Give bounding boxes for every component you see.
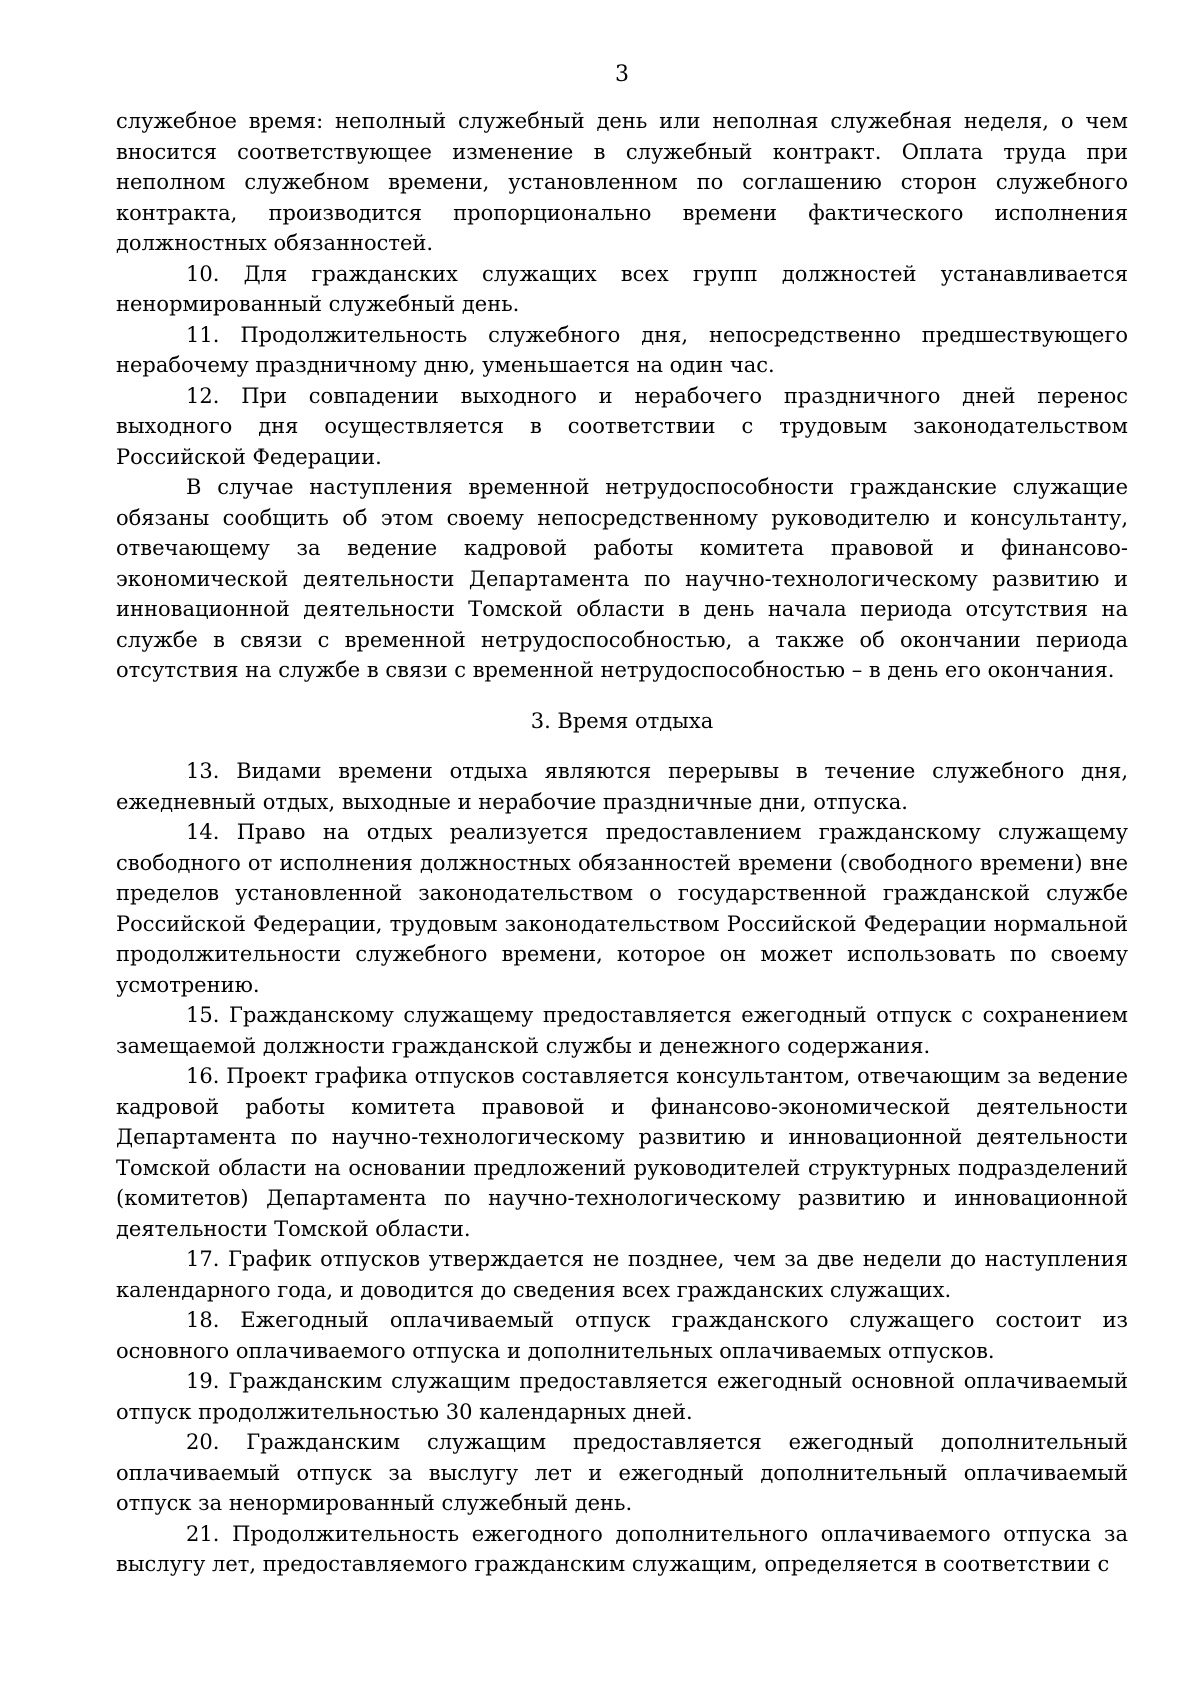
- paragraph: 20. Гражданским служащим предоставляется ежегодный дополнительный оплачиваемый отпуск за выслугу лет и ежегодный дополнительный оплачиваемый отпуск за ненормированный служебный день.: [116, 1430, 1128, 1515]
- paragraph: служебное время: неполный служебный день или неполная служебная неделя, о чем вносится соответствующее изменение в служебный контракт. Оплата труда при неполном служебном времени, установленном по соглашению сторон служебного контракта, производится пропорционально времени фактического исполнения должностных обязанностей.: [116, 109, 1128, 255]
- paragraph: 17. График отпусков утверждается не позднее, чем за две недели до наступления календарного года, и доводится до сведения всех гражданских служащих.: [116, 1247, 1128, 1302]
- paragraph: 15. Гражданскому служащему предоставляется ежегодный отпуск с сохранением замещаемой должности гражданской службы и денежного содержания.: [116, 1003, 1128, 1058]
- paragraph: 19. Гражданским служащим предоставляется ежегодный основной оплачиваемый отпуск продолжительностью 30 календарных дней.: [116, 1369, 1128, 1424]
- paragraphs-bottom: [116, 756, 1128, 1580]
- paragraph: 14. Право на отдых реализуется предоставлением гражданскому служащему свободного от исполнения должностных обязанностей времени (свободного времени) вне пределов установленной законодательством о государственной гражданской службе Российской Федерации, трудовым законодательством Российской Федерации нормальной продолжительности служебного времени, которое он может использовать по своему усмотрению.: [116, 820, 1128, 997]
- paragraph: 18. Ежегодный оплачиваемый отпуск гражданского служащего состоит из основного оплачиваемого отпуска и дополнительных оплачиваемых отпусков.: [116, 1308, 1128, 1363]
- paragraph: 12. При совпадении выходного и нерабочего праздничного дней перенос выходного дня осуществляется в соответствии с трудовым законодательством Российской Федерации.: [116, 383, 1128, 469]
- section-heading: 3. Время отдыха: [530, 708, 714, 733]
- paragraphs-top: [116, 106, 1128, 686]
- paragraph: 11. Продолжительность служебного дня, непосредственно предшествующего нерабочему праздничному дню, уменьшается на один час.: [116, 322, 1128, 377]
- page-number: 3: [615, 62, 629, 87]
- paragraph: 13. Видами времени отдыха являются перерывы в течение служебного дня, ежедневный отдых, выходные и нерабочие праздничные дни, отпуска.: [116, 759, 1128, 814]
- paragraph: 16. Проект графика отпусков составляется консультантом, отвечающим за ведение кадровой работы комитета правовой и финансово-экономической деятельности Департамента по научно-технологическому развитию и инновационной деятельности Томской области на основании предложений руководителей структурных подразделений (комитетов) Департамента по научно-технологическому развитию и инновационной деятельности Томской области.: [116, 1064, 1128, 1241]
- paragraph: В случае наступления временной нетрудоспособности гражданские служащие обязаны сообщить об этом своему непосредственному руководителю и консультанту, отвечающему за ведение кадровой работы комитета правовой и финансово-экономической деятельности Департамента по научно-технологическому развитию и инновационной деятельности Томской области в день начала периода отсутствия на службе в связи с временной нетрудоспособностью, а также об окончании периода отсутствия на службе в связи с временной нетрудоспособностью – в день его окончания.: [116, 475, 1128, 682]
- document-body: [116, 106, 1128, 1580]
- paragraph: 21. Продолжительность ежегодного дополнительного оплачиваемого отпуска за выслугу лет, предоставляемого гражданским служащим, определяется в соответствии с: [116, 1521, 1128, 1576]
- paragraph: 10. Для гражданских служащих всех групп должностей устанавливается ненормированный служебный день.: [116, 261, 1128, 316]
